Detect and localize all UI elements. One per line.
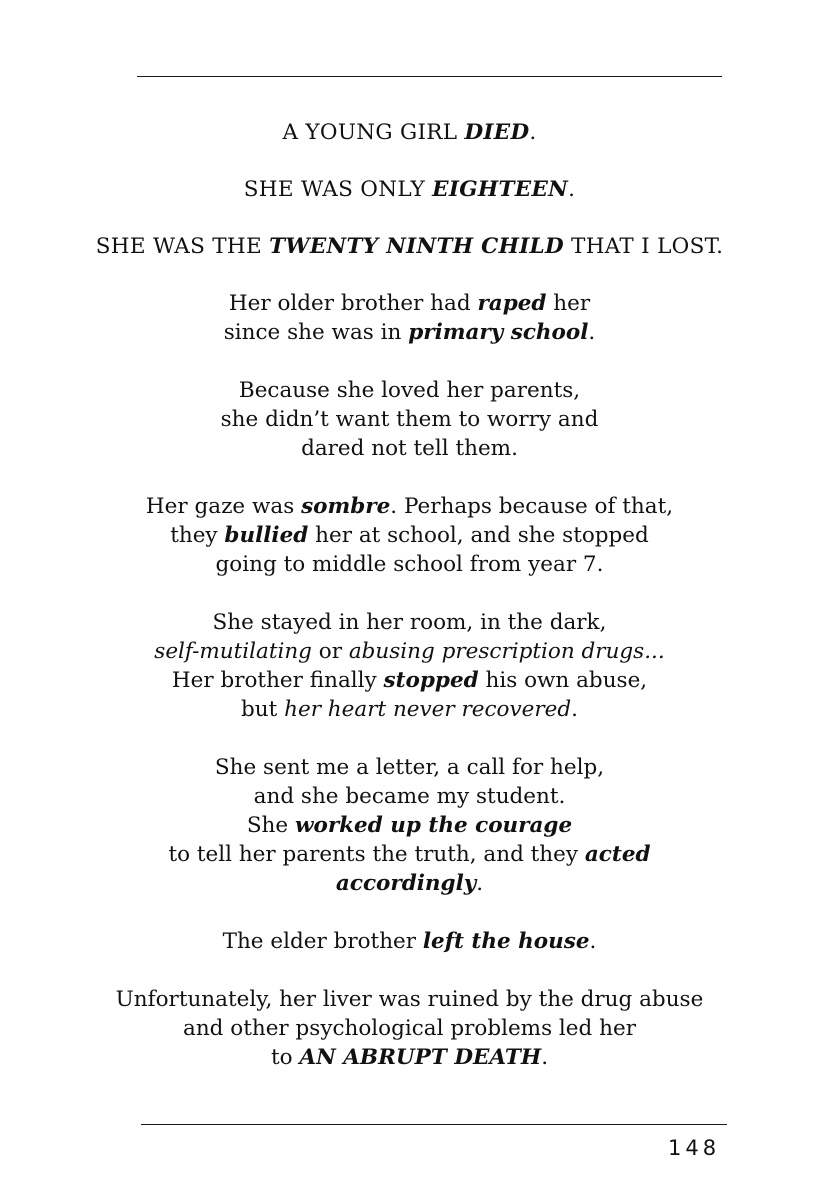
emphasis-text: EIGHTEEN <box>432 177 569 202</box>
poem-body <box>0 118 819 1101</box>
text-run: they <box>170 523 225 548</box>
text-run: to tell her parents the truth, and they <box>168 842 585 867</box>
emphasis-text: acted <box>584 842 651 867</box>
top-rule <box>137 76 722 77</box>
stanza-line: Unfortunately, her liver was ruined by the drug abuse <box>115 987 704 1012</box>
text-run: her <box>546 291 591 316</box>
stanza-line <box>0 869 819 898</box>
stanza-line: and she became my student. <box>253 784 566 809</box>
stanza-5 <box>0 753 819 898</box>
emphasis-text: left the house <box>422 929 590 954</box>
emphasis-text: worked up the courage <box>294 813 573 838</box>
bottom-rule <box>141 1124 727 1125</box>
stanza-line <box>0 811 819 840</box>
text-run: her at school, and she stopped <box>308 523 649 548</box>
headline-1 <box>0 118 819 147</box>
text-run: . <box>541 1045 549 1070</box>
text-run: or <box>311 639 349 664</box>
stanza-4 <box>0 608 819 724</box>
text-run: since she was in <box>223 320 409 345</box>
stanza-line <box>0 695 819 724</box>
stanza-line <box>0 318 819 347</box>
text-run: Her brother finally <box>171 668 384 693</box>
stanza-line: she didn’t want them to worry and <box>220 407 599 432</box>
stanza-line: She sent me a letter, a call for help, <box>214 755 605 780</box>
page-number: 148 <box>668 1136 721 1160</box>
text-run: . <box>529 120 537 145</box>
text-run: Her older brother had <box>228 291 478 316</box>
stanza-line <box>0 666 819 695</box>
text-run: The elder brother <box>222 929 423 954</box>
italic-text: self-mutilating <box>154 639 312 664</box>
headline-2 <box>0 175 819 204</box>
headline-3 <box>0 232 819 261</box>
headline-line <box>0 175 819 204</box>
emphasis-text: primary school <box>408 320 589 345</box>
text-run: SHE WAS THE <box>95 234 270 259</box>
stanza-line: and other psychological problems led her <box>183 1016 636 1041</box>
text-run: . <box>589 929 597 954</box>
italic-text: abusing prescription drugs... <box>348 639 665 664</box>
stanza-line <box>0 637 819 666</box>
text-run: . <box>588 320 596 345</box>
stanza-line <box>0 840 819 869</box>
stanza-line <box>0 1043 819 1072</box>
text-run: his own abuse, <box>478 668 648 693</box>
text-run: to <box>270 1045 300 1070</box>
text-run: A YOUNG GIRL <box>282 120 465 145</box>
emphasis-text: sombre <box>301 494 391 519</box>
text-run: . <box>571 697 578 722</box>
stanza-6 <box>0 927 819 956</box>
text-run: SHE WAS ONLY <box>243 177 433 202</box>
stanza-7 <box>0 985 819 1072</box>
stanza-line: going to middle school from year 7. <box>215 552 604 577</box>
stanza-line <box>0 492 819 521</box>
text-run: . <box>568 177 576 202</box>
stanza-line: Because she loved her parents, <box>238 378 581 403</box>
emphasis-text: raped <box>477 291 547 316</box>
text-run: She <box>246 813 295 838</box>
stanza-line <box>0 289 819 318</box>
stanza-line <box>0 521 819 550</box>
emphasis-text: bullied <box>224 523 309 548</box>
text-run: Her gaze was <box>145 494 302 519</box>
emphasis-text: TWENTY NINTH CHILD <box>269 234 564 259</box>
stanza-3 <box>0 492 819 579</box>
stanza-line <box>0 927 819 956</box>
text-run: . Perhaps because of that, <box>390 494 674 519</box>
emphasis-text: AN ABRUPT DEATH <box>299 1045 542 1070</box>
stanza-1 <box>0 289 819 347</box>
text-run: THAT I LOST. <box>563 234 724 259</box>
emphasis-text: DIED <box>464 120 530 145</box>
stanza-2 <box>0 376 819 463</box>
headline-line <box>0 118 819 147</box>
stanza-line: dared not tell them. <box>301 436 518 461</box>
stanza-line: She stayed in her room, in the dark, <box>212 610 607 635</box>
emphasis-text: stopped <box>383 668 479 693</box>
italic-text: her heart never recovered <box>284 697 572 722</box>
text-run: . <box>476 871 484 896</box>
emphasis-text: accordingly <box>335 871 477 896</box>
headline-line <box>0 232 819 261</box>
text-run: but <box>241 697 285 722</box>
